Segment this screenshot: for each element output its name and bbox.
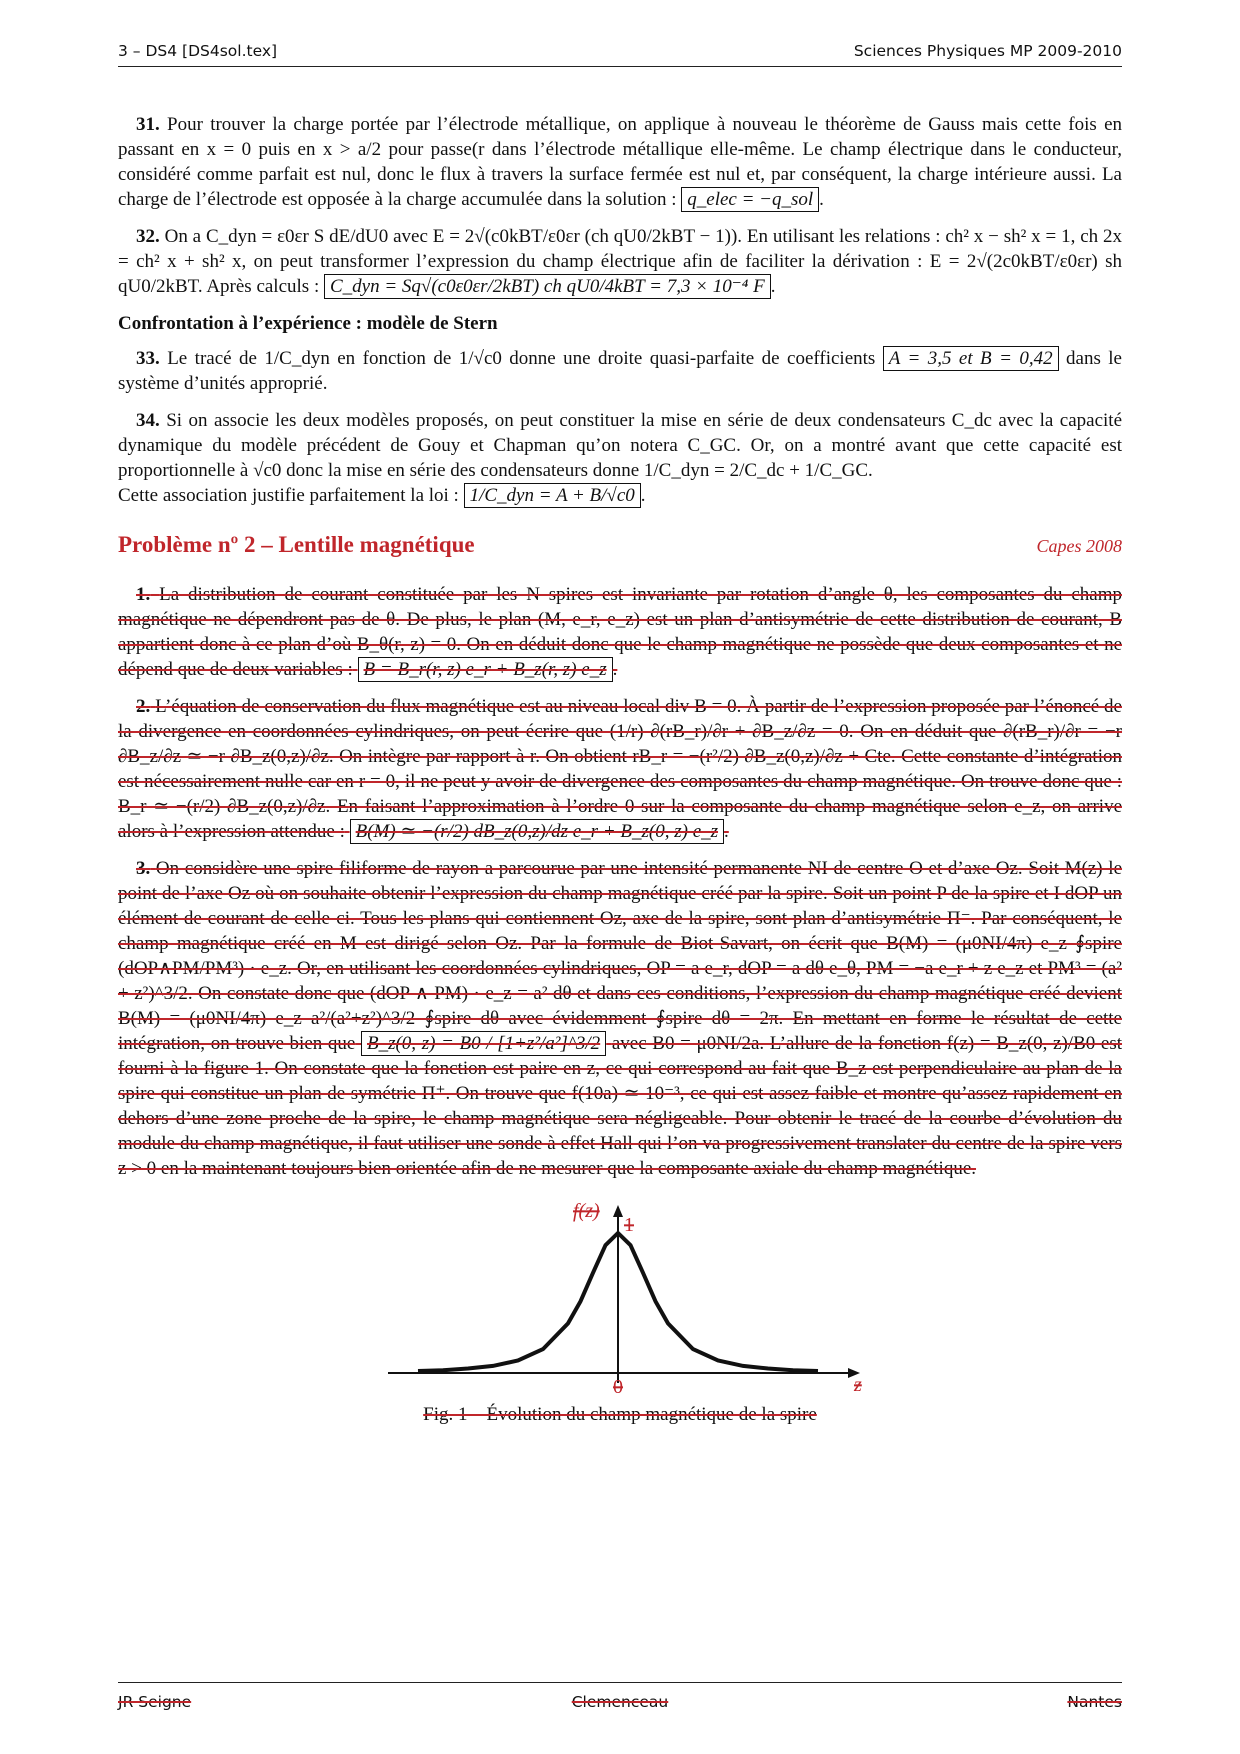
q33-text: Le tracé de 1/C_dyn en fonction de 1/√c0 donne une droite quasi-parfaite de coefficients [167,348,876,369]
figure-1 [118,1193,1122,1425]
problem-2-part-1: 1. La distribution de courant constituée par les N spires est invariante par rotation d’angle θ, les composantes du champ magnétique ne dépendront pas de θ. De plus, le plan (M, e_r, e_z) est un plan d’antisymétrie de cette distribution de courant, B appartient donc à ce plan d’où B_θ(r, z) = 0. On en déduit donc que le champ magnétique ne possède que deux composantes et ne dépend que de deux variables : B = B_r(r, z) e_r + B_z(r, z) e_z . [118,584,1122,680]
q33-result-box: A = 3,5 et B = 0,42 [883,346,1059,371]
footer-left: JR Seigne [118,1693,192,1711]
p3-text-end: avec B0 = μ0NI/2a. L’allure de la fonction f(z) = B_z(0, z)/B0 est fourni à la figure 1. On constate que la fonction est paire en z, ce qui correspond au fait que B_z est perpendiculaire au plan de la spire qui constitue un plan de symétrie Π⁺. On trouve que f(10a) ≃ 10⁻³, ce qui est assez faible et montre qu’assez rapidement en dehors d’une zone proche de la spire, le champ magnétique sera négligeable. Pour obtenir le tracé de la courbe d’évolution du module du champ magnétique, il faut utiliser une sonde à effet Hall qui l’on va progressivement translater du centre de la spire vers z > 0 en la maintenant toujours bien orientée afin de ne mesurer que la composante axiale du champ magnétique. [118,1033,1123,1179]
question-31: 31. Pour trouver la charge portée par l’électrode métallique, on applique à nouveau le théorème de Gauss mais cette fois en passant en x = 0 puis en x > a/2 pour passe(r dans l’électrode métallique elle-même. Le champ électrique dans le conducteur, considéré comme parfait est nul, donc le flux à travers la surface fermée est nul et, par conséquent, la charge intérieure aussi. La charge de l’électrode est opposée à la charge accumulée dans la solution : q_elec = −q_sol . [118,114,1123,210]
p1-result-box: B = B_r(r, z) e_r + B_z(r, z) e_z [358,657,613,682]
p1-text: La distribution de courant constituée par les N spires est invariante par rotation d’angle θ, les composantes du champ magnétique ne dépendront pas de θ. De plus, le plan (M, e_r, e_z) est un plan d’antisymétrie de cette distribution de courant, B appartient donc à ce plan d’où B_θ(r, z) = 0. On en déduit donc que le champ magnétique ne possède que deux composantes et ne dépend que de deux variables : [118,584,1122,680]
q31-text: Pour trouver la charge portée par l’électrode métallique, on applique à nouveau le théorème de Gauss mais cette fois en passant en x = 0 puis en x > a/2 pour passe(r dans l’électrode métallique elle-même. Le champ électrique dans le conducteur, considéré comme parfait est nul, donc le flux à travers la surface fermée est nul et, par conséquent, la charge intérieure aussi. La charge de l’électrode est opposée à la charge accumulée dans la solution : [118,114,1123,210]
q34-text-law: Cette association justifie parfaitement la loi : [118,485,459,506]
p3-number: 3. [136,858,151,879]
question-33 [118,346,1122,396]
p1-number: 1. [136,584,151,605]
p2-result-box: B(M) ≃ −(r/2) dB_z(0,z)/dz e_r + B_z(0, z) e_z [350,819,724,844]
page-content [118,112,1123,1425]
p3-text: On considère une spire filiforme de rayon a parcourue par une intensité permanente NI de centre O et d’axe Oz. Soit M(z) le point de l’axe Oz où on souhaite obtenir l’expression du champ magnétique créé par la spire. Soit un point P de la spire et I dOP un élément de courant de celle-ci. Tous les plans qui contiennent Oz, axe de la spire, sont plan d’antisymétrie Π⁻. Par conséquent, le champ magnétique créé en M est dirigé selon Oz. Par la formule de Biot-Savart, on écrit que B(M) = (μ0NI/4π) e_z ∮spire (dOP∧PM/PM³) · e_z. Or, en utilisant les coordonnées cylindriques, OP = a e_r, dOP = a dθ e_θ, PM = −a e_r + z e_z et PM³ = (a² + z²)^3/2. On constate donc que (dOP ∧ PM) · e_z = a² dθ et dans ces conditions, l’expression du champ magnétique créé devient B(M) = (μ0NI/4π) e_z a²/(a²+z²)^3/2 ∮spire dθ avec évidemment ∮spire dθ = 2π. En mettant en forme le résultat de cette intégration, on trouve bien que [118,858,1123,1054]
q33-text-end: dans le système d’unités approprié. [118,348,1122,394]
field-chart [118,1193,1122,1393]
problem-2-part-2: 2. L’équation de conservation du flux magnétique est au niveau local div B = 0. À partir de l’expression proposée par l’énoncé de la divergence en coordonnées cylindriques, on peut écrire que (1/r) ∂(rB_r)/∂r + ∂B_z/∂z = 0. On en déduit que ∂(rB_r)/∂r = −r ∂B_z/∂z ≃ −r ∂B_z(0,z)/∂z. On intègre par rapport à r. On obtient rB_r = −(r²/2) ∂B_z(0,z)/∂z + Cte. Cette constante d’intégration est nécessairement nulle car en r = 0, il ne peut y avoir de divergence des composantes du champ magnétique. On trouve donc que : B_r ≃ −(r/2) ∂B_z(0,z)/∂z. En faisant l’approximation à l’ordre 0 sur la composante du champ magnétique selon e_z, on arrive alors à l’expression attendue : B(M) ≃ −(r/2) dB_z(0,z)/dz e_r + B_z(0, z) e_z . [118,696,1122,842]
q34-text: Si on associe les deux modèles proposés, on peut constituer la mise en série de deux condensateurs C_dc avec la capacité dynamique du modèle précédent de Gouy et Chapman qu’on notera C_GC. Or, on a montré avant que cette capacité est proportionnelle à √c0 donc la mise en série des condensateurs donne 1/C_dyn = 2/C_dc + 1/C_GC. [118,410,1122,481]
q31-result-box: q_elec = −q_sol [681,187,819,212]
problem-2-source: Capes 2008 [1036,536,1122,556]
figure-caption: Fig. 1 – Évolution du champ magnétique de la spire [423,1404,817,1425]
p3-result-box: B_z(0, z) = B0 / [1+z²/a²]^3/2 [361,1031,606,1056]
footer-center: Clemenceau [571,1693,669,1711]
page-header [118,40,1122,67]
y-axis-label: f(z) [573,1200,600,1222]
p2-number: 2. [136,696,151,717]
x-tick-label: 0 [613,1376,623,1393]
q32-result-box: C_dyn = Sq√(c0ε0εr/2kBT) ch qU0/4kBT = 7,3 × 10⁻⁴ F [324,274,771,299]
p2-text: L’équation de conservation du flux magnétique est au niveau local div B = 0. À partir de l’expression proposée par l’énoncé de la divergence en coordonnées cylindriques, on peut écrire que (1/r) ∂(rB_r)/∂r + ∂B_z/∂z = 0. On en déduit que ∂(rB_r)/∂r = −r ∂B_z/∂z ≃ −r ∂B_z(0,z)/∂z. On intègre par rapport à r. On obtient rB_r = −(r²/2) ∂B_z(0,z)/∂z + Cte. Cette constante d’intégration est nécessairement nulle car en r = 0, il ne peut y avoir de divergence des composantes du champ magnétique. On trouve donc que : B_r ≃ −(r/2) ∂B_z(0,z)/∂z. En faisant l’approximation à l’ordre 0 sur la composante du champ magnétique selon e_z, on arrive alors à l’expression attendue : [118,696,1122,842]
header-right: Sciences Physiques MP 2009-2010 [853,42,1122,60]
problem-2-title: Problème nº 2 – Lentille magnétique [118,532,475,557]
question-32: 32. On a C_dyn = ε0εr S dE/dU0 avec E = 2√(c0kBT/ε0εr (ch qU0/2kBT − 1)). En utilisant les relations : ch² x − sh² x = 1, ch 2x = ch² x + sh² x, on peut transformer l’expression du champ électrique afin de faciliter la dérivation : E = 2√(2c0kBT/ε0εr) sh qU0/2kBT. Après calculs : C_dyn = Sq√(c0ε0εr/2kBT) ch qU0/4kBT = 7,3 × 10⁻⁴ F . [118,226,1123,297]
header-left: 3 – DS4 [DS4sol.tex] [118,42,278,60]
q34-result-box: 1/C_dyn = A + B/√c0 [464,483,641,508]
problem-2-part-3 [118,856,1122,1181]
q33-number: 33. [136,348,160,369]
y-axis-arrow [613,1205,623,1217]
q32-number: 32. [136,226,160,247]
problem-2-heading [118,530,1122,560]
question-34: 34. Si on associe les deux modèles proposés, on peut constituer la mise en série de deux condensateurs C_dc avec la capacité dynamique du modèle précédent de Gouy et Chapman qu’on notera C_GC. Or, on a montré avant que cette capacité est proportionnelle à √c0 donc la mise en série des condensateurs donne 1/C_dyn = 2/C_dc + 1/C_GC. Cette association justifie parfaitement la loi : 1/C_dyn = A + B/√c0 . [118,410,1122,506]
footer-right: Nantes [1067,1693,1122,1711]
q32-text: On a C_dyn = ε0εr S dE/dU0 avec E = 2√(c0kBT/ε0εr (ch qU0/2kBT − 1)). En utilisant les relations : ch² x − sh² x = 1, ch 2x = ch² x + sh² x, on peut transformer l’expression du champ électrique afin de faciliter la dérivation : E = 2√(2c0kBT/ε0εr) sh qU0/2kBT. Après calculs : [118,226,1123,297]
q31-number: 31. [136,114,160,135]
stern-heading: Confrontation à l’expérience : modèle de Stern [118,313,498,334]
x-axis-label: z [854,1374,862,1393]
y-tick-label: 1 [624,1214,634,1236]
q34-number: 34. [136,410,160,431]
page-footer [118,1682,1122,1713]
